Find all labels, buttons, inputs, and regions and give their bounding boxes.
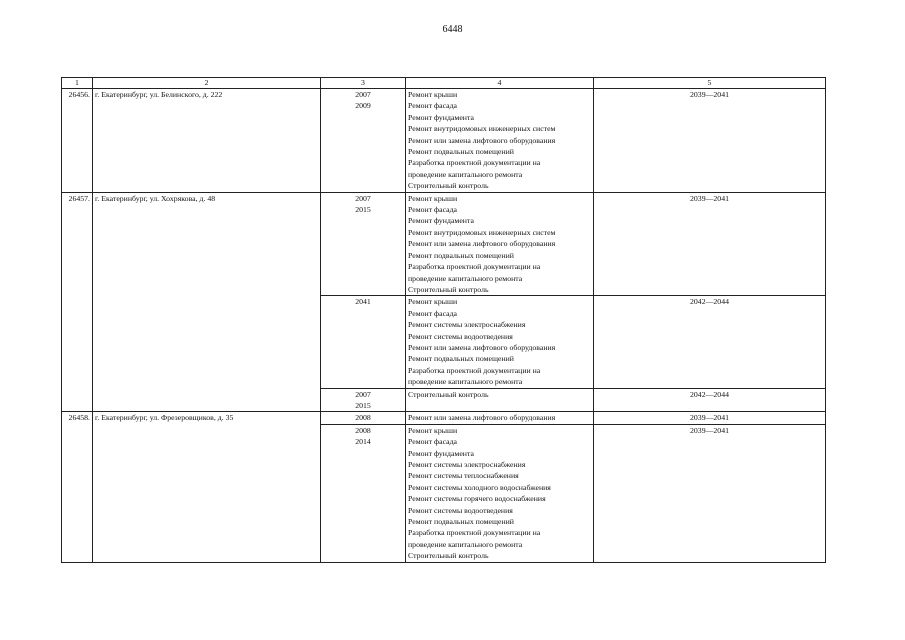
work-item: проведение капитального ремонта: [408, 169, 523, 179]
work-item: Ремонт крыши: [408, 425, 458, 435]
column-header-3: 3: [321, 78, 406, 89]
work-item: Разработка проектной документации на: [408, 365, 541, 375]
record-years: [321, 388, 406, 412]
work-item: Ремонт фасада: [408, 205, 458, 215]
record-years: [321, 296, 406, 388]
year-value: 2007: [355, 90, 371, 99]
work-item: Ремонт подвальных помещений: [408, 354, 514, 364]
record-term: 2039—2041: [594, 89, 826, 193]
work-item: Строительный контроль: [408, 284, 489, 294]
year-value: 2015: [355, 400, 371, 410]
work-item: Ремонт крыши: [408, 90, 458, 99]
record-term: 2042—2044: [594, 296, 826, 388]
year-value: 2009: [355, 101, 371, 111]
record-works: [406, 192, 594, 296]
work-item: Ремонт подвальных помещений: [408, 250, 514, 260]
work-item: проведение капитального ремонта: [408, 539, 523, 549]
work-item: Ремонт подвальных помещений: [408, 147, 514, 157]
year-value: 2014: [355, 437, 371, 447]
work-item: Ремонт фасада: [408, 308, 458, 318]
year-value: 2007: [355, 193, 371, 203]
table-row: [62, 412, 826, 424]
column-header-4: 4: [406, 78, 594, 89]
column-number-row: [62, 78, 826, 89]
work-item: Ремонт системы водоотведения: [408, 505, 513, 515]
work-item: проведение капитального ремонта: [408, 377, 523, 387]
work-item: Разработка проектной документации на: [408, 158, 541, 168]
work-item: Ремонт или замена лифтового оборудования: [408, 239, 556, 249]
record-number: 26456.: [62, 89, 93, 193]
record-works: [406, 388, 594, 412]
table-row: [62, 192, 826, 296]
work-item: Ремонт системы теплоснабжения: [408, 471, 519, 481]
work-item: Ремонт крыши: [408, 193, 458, 203]
work-item: Ремонт системы горячего водоснабжения: [408, 494, 546, 504]
column-header-2: 2: [93, 78, 321, 89]
table-row: [62, 89, 826, 193]
record-term: 2039—2041: [594, 192, 826, 296]
work-item: Ремонт системы холодного водоснабжения: [408, 482, 551, 492]
column-header-1: 1: [62, 78, 93, 89]
capital-repair-table: [61, 77, 826, 563]
year-value: 2041: [355, 297, 371, 307]
record-years: [321, 89, 406, 193]
work-item: Строительный контроль: [408, 389, 489, 399]
record-works: [406, 296, 594, 388]
record-number: 26458.: [62, 412, 93, 562]
table-body: [62, 78, 826, 563]
record-works: [406, 89, 594, 193]
record-years: [321, 424, 406, 562]
work-item: Ремонт системы электроснабжения: [408, 320, 526, 330]
year-value: 2015: [355, 205, 371, 215]
record-term: 2039—2041: [594, 412, 826, 424]
year-value: 2008: [355, 425, 371, 435]
column-header-5: 5: [594, 78, 826, 89]
work-item: проведение капитального ремонта: [408, 273, 523, 283]
record-works: [406, 412, 594, 424]
record-number: 26457.: [62, 192, 93, 412]
record-address: г. Екатеринбург, ул. Фрезеровщиков, д. 35: [93, 412, 321, 562]
page-number: 6448: [442, 24, 463, 35]
work-item: Ремонт фасада: [408, 101, 458, 111]
record-address: г. Екатеринбург, ул. Хохрякова, д. 48: [93, 192, 321, 412]
year-value: 2008: [355, 413, 371, 423]
work-item: Разработка проектной документации на: [408, 528, 541, 538]
record-term: 2042—2044: [594, 388, 826, 412]
work-item: Строительный контроль: [408, 181, 489, 191]
work-item: Ремонт подвальных помещений: [408, 517, 514, 527]
record-years: [321, 412, 406, 424]
work-item: Разработка проектной документации на: [408, 262, 541, 272]
record-years: [321, 192, 406, 296]
work-item: Ремонт крыши: [408, 297, 458, 307]
work-item: Ремонт внутридомовых инженерных систем: [408, 124, 556, 134]
work-item: Ремонт фасада: [408, 437, 458, 447]
record-address: г. Екатеринбург, ул. Белинского, д. 222: [93, 89, 321, 193]
work-item: Ремонт фундамента: [408, 112, 474, 122]
work-item: Ремонт фундамента: [408, 448, 474, 458]
work-item: Ремонт или замена лифтового оборудования: [408, 135, 556, 145]
work-item: Строительный контроль: [408, 551, 489, 561]
work-item: Ремонт системы водоотведения: [408, 331, 513, 341]
record-term: 2039—2041: [594, 424, 826, 562]
work-item: Ремонт внутридомовых инженерных систем: [408, 227, 556, 237]
work-item: Ремонт фундамента: [408, 216, 474, 226]
record-works: [406, 424, 594, 562]
year-value: 2007: [355, 389, 371, 399]
work-item: Ремонт системы электроснабжения: [408, 460, 526, 469]
work-item: Ремонт или замена лифтового оборудования: [408, 342, 556, 352]
work-item: Ремонт или замена лифтового оборудования: [408, 413, 556, 423]
